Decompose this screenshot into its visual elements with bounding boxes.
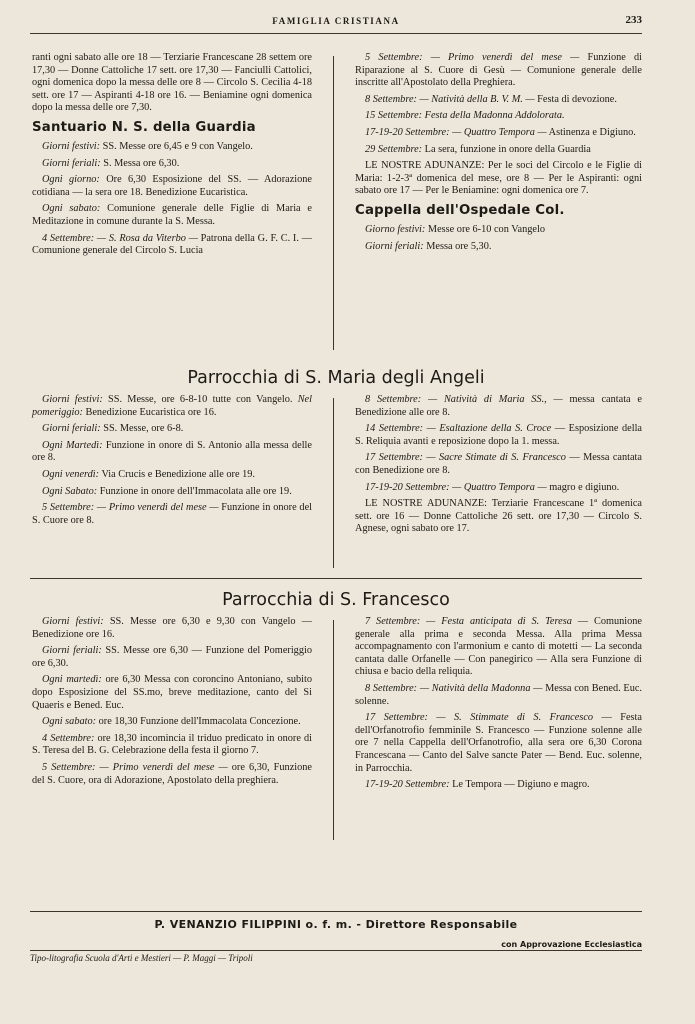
paragraph: Ogni Sabato: Funzione in onore dell'Immacolata alle ore 19. xyxy=(42,485,292,497)
section-title-francesco: Parrocchia di S. Francesco xyxy=(222,590,450,610)
footer-rule-bottom xyxy=(30,950,642,951)
magazine-title: FAMIGLIA CRISTIANA xyxy=(272,16,400,26)
paragraph: Giorni festivi: SS. Messe ore 6,45 e 9 con Vangelo. xyxy=(42,140,253,152)
page-number: 233 xyxy=(625,14,642,26)
paragraph: Giorno festivi: Messe ore 6-10 con Vangelo xyxy=(365,223,545,235)
subhead-cappella: Cappella dell'Ospedale Col. xyxy=(355,202,565,218)
paragraph: Ogni martedì: ore 6,30 Messa con coroncino Antoniano, subito dopo Esposizione del SS.mo, breve meditazione, canto del Si Quaeris e Bened. Euc. xyxy=(32,674,312,711)
paragraph: Ogni Martedì: Funzione in onore di S. Antonio alla messa delle ore 8. xyxy=(32,439,312,464)
paragraph: 17 Settembre: — Sacre Stimate di S. Francesco — Messa cantata con Benedizione ore 8. xyxy=(355,452,642,476)
paragraph: Giorni festivi: SS. Messe, ore 6-8-10 tutte con Vangelo. Nel pomeriggio: Benedizione Eucaristica ore 16. xyxy=(32,394,312,418)
paragraph: Ogni sabato: ore 18,30 Funzione dell'Immacolata Concezione. xyxy=(42,716,301,728)
paragraph: 7 Settembre: — Festa anticipata di S. Teresa — Comunione generale alla prima e seconda Messa. Alla prima Messa accompagnamento con l'armonium e canto di motetti — La seconda cantata dalle Orfanelle — Con panegirico — Alla sera Funzione di chiusa e bacio della reliquia. xyxy=(355,616,642,678)
paragraph: 17-19-20 Settembre: Le Tempora — Digiuno e magro. xyxy=(365,779,590,791)
paragraph: Giorni feriali: Messa ore 5,30. xyxy=(365,240,492,252)
paragraph: Giorni feriali: SS. Messe ore 6,30 — Funzione del Pomeriggio ore 6,30. xyxy=(32,645,312,669)
paragraph: 8 Settembre: — Natività di Maria SS., — messa cantata e Benedizione alle ore 8. xyxy=(355,394,643,418)
page-header xyxy=(30,16,642,32)
paragraph: 15 Settembre: Festa della Madonna Addolorata. xyxy=(365,110,565,122)
paragraph: 4 Settembre: ore 18,30 incomincia il triduo predicato in onore di S. Teresa del B. G. Celebrazione della festa il giorno 7. xyxy=(32,732,312,757)
column-divider xyxy=(333,56,334,350)
printer-line: Tipo-litografia Scuola d'Arti e Mestieri — P. Maggi — Tripoli xyxy=(30,953,253,963)
paragraph: Ogni sabato: Comunione generale delle Figlie di Maria e Meditazione in comune durante la S. Messa. xyxy=(32,203,312,227)
paragraph: 17-19-20 Settembre: — Quattro Tempora — magro e digiuno. xyxy=(365,481,620,493)
paragraph: 14 Settembre: — Esaltazione della S. Croce — Esposizione della S. Reliquia avanti e reposizione dopo la 1. messa. xyxy=(355,423,643,447)
paragraph: 8 Settembre: — Natività della B. V. M. — Festa di devozione. xyxy=(365,93,617,105)
paragraph: 17-19-20 Settembre: — Quattro Tempora — Astinenza e Digiuno. xyxy=(365,126,636,138)
paragraph: LE NOSTRE ADUNANZE: Per le soci del Circolo e le Figlie di Maria: 1-2-3ª domenica del mese, ore 8 — Per le Aspiranti: ogni sabato ore 17 — Per le Beniamine: ogni domenica ore 7. xyxy=(355,160,642,197)
section-title-angeli: Parrocchia di S. Maria degli Angeli xyxy=(187,368,485,388)
paragraph: Ogni venerdì: Via Crucis e Benedizione alle ore 19. xyxy=(42,468,255,480)
subhead-santuario: Santuario N. S. della Guardia xyxy=(32,119,256,135)
paragraph: Giorni festivi: SS. Messe ore 6,30 e 9,30 con Vangelo — Benedizione ore 16. xyxy=(32,616,312,640)
top-right-column xyxy=(355,52,642,257)
header-rule xyxy=(30,33,642,34)
intro-paragraph: ranti ogni sabato alle ore 18 — Terziarie Francescane 28 settem ore 17,30 — Donne Cattoliche 17 sett. ore 17,30 — Fanciulli Cattolici, ogni domenica dopo la messa delle ore 8 — Circolo S. Cecilia 4-18 sett. ore 17 — Aspiranti 4-18 ore 16. — Beniamine ogni domenica dopo la messa delle ore 7,30. xyxy=(32,52,312,114)
angeli-left-column xyxy=(32,394,312,531)
angeli-right-column xyxy=(355,394,642,540)
paragraph: 17 Settembre: — S. Stimmate di S. Francesco — Festa dell'Orfanotrofio femminile S. Francesco — Funzione solenne alle ore 7 nella Cappella dell'Orfanotrofio, alla sera ore 6,30 Corona Francescana — Canto del Salve sancte Pater — Bend. Euc. solenne, in Parrocchia. xyxy=(355,712,642,774)
paragraph: Ogni giorno: Ore 6,30 Esposizione del SS. — Adorazione cotidiana — la sera ore 18. Benedizione Eucaristica. xyxy=(32,174,312,198)
francesco-left-column xyxy=(32,616,312,791)
column-divider xyxy=(333,398,334,568)
approval-line: con Approvazione Ecclesiastica xyxy=(501,940,642,949)
paragraph: 5 Settembre: — Primo venerdì del mese — Funzione in onore del S. Cuore ore 8. xyxy=(32,502,312,526)
section-rule xyxy=(30,578,642,579)
francesco-right-column xyxy=(355,616,642,796)
footer-rule xyxy=(30,911,642,912)
paragraph: 5 Settembre: — Primo venerdì del mese — Funzione di Riparazione al S. Cuore di Gesù — Comunione generale delle inscritte all'Apostolato della Preghiera. xyxy=(355,52,642,89)
column-divider xyxy=(333,620,334,840)
paragraph: 29 Settembre: La sera, funzione in onore della Guardia xyxy=(365,143,591,155)
paragraph: 4 Settembre: — S. Rosa da Viterbo — Patrona della G. F. C. I. — Comunione generale del Circolo S. Lucia xyxy=(32,232,312,257)
paragraph: 5 Settembre: — Primo venerdì del mese — ore 6,30, Funzione del S. Cuore, ora di Adorazione, Apostolato della preghiera. xyxy=(32,761,312,786)
director-line: P. VENANZIO FILIPPINI o. f. m. - Direttore Responsabile xyxy=(154,918,518,931)
top-left-column xyxy=(32,52,312,262)
paragraph: 8 Settembre: — Natività della Madonna — Messa con Bened. Euc. solenne. xyxy=(355,682,643,707)
paragraph: Giorni feriali: S. Messa ore 6,30. xyxy=(42,157,180,169)
paragraph: LE NOSTRE ADUNANZE: Terziarie Francescane 1ª domenica sett. ore 16 — Donne Cattoliche 26 sett. ore 17,30 — Circolo S. Agnese, ogni sabato ore 17. xyxy=(355,498,642,535)
paragraph: Giorni feriali: SS. Messe, ore 6-8. xyxy=(42,423,184,435)
